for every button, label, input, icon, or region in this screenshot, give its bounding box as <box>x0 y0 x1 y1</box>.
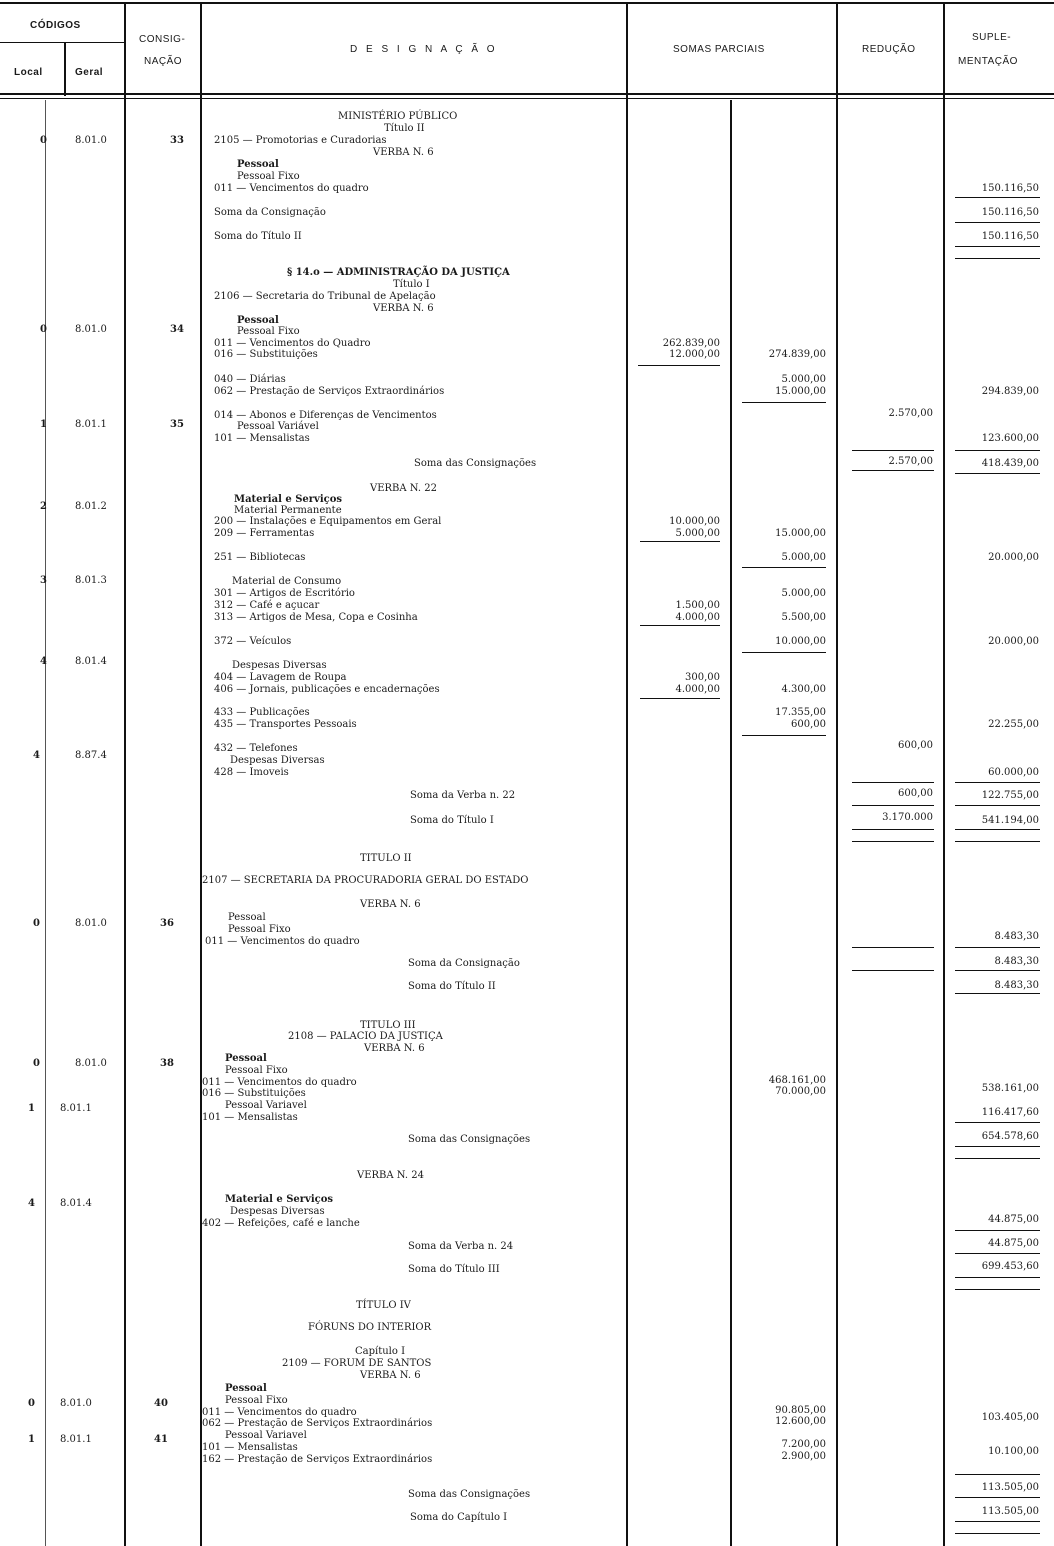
suplementacao-value: 654.578,60 <box>981 1131 1039 1142</box>
sum-rule <box>955 1497 1040 1498</box>
sum-rule <box>640 698 720 699</box>
item-line: 312 — Café e açucar <box>214 600 320 611</box>
parcial-value: 12.000,00 <box>669 349 720 360</box>
code-geral: 8.01.0 <box>75 135 107 146</box>
suplementacao-value: 8.483,30 <box>994 931 1039 942</box>
parcial-value: 5.500,00 <box>781 612 826 623</box>
unit-line: 2107 — SECRETARIA DA PROCURADORIA GERAL DO ESTADO <box>202 875 529 886</box>
code-geral: 8.01.0 <box>75 1058 107 1069</box>
parcial-value: 600,00 <box>791 719 826 730</box>
header-bottom-rule-2 <box>0 98 1054 99</box>
item-line: 062 — Prestação de Serviços Extraordinários <box>202 1418 433 1429</box>
suplementacao-value: 44.875,00 <box>988 1238 1039 1249</box>
sum-line: Soma das Consignações <box>414 458 537 469</box>
parcial-value: 15.000,00 <box>775 528 826 539</box>
parcial-value: 468.161,00 <box>768 1075 826 1086</box>
parcial-value: 262.839,00 <box>662 338 720 349</box>
suplementacao-value: 538.161,00 <box>981 1083 1039 1094</box>
subgroup-line: Pessoal Fixo <box>225 1395 288 1406</box>
subgroup-line: Pessoal Fixo <box>225 1065 288 1076</box>
sum-rule <box>955 1158 1040 1159</box>
sum-rule <box>955 1122 1040 1123</box>
sum-rule <box>955 246 1040 247</box>
parcial-value: 4.000,00 <box>675 684 720 695</box>
header-mentacao: MENTAÇÃO <box>958 56 1018 67</box>
suplementacao-value: 20.000,00 <box>988 552 1039 563</box>
item-line: 301 — Artigos de Escritório <box>214 588 355 599</box>
sum-rule <box>742 567 826 568</box>
item-line: 016 — Substituições <box>214 349 318 360</box>
code-geral: 8.01.4 <box>60 1198 92 1209</box>
section-heading: MINISTÉRIO PÚBLICO <box>338 111 458 122</box>
header-nacao: NAÇÃO <box>144 56 183 67</box>
code-geral: 8.01.2 <box>75 501 107 512</box>
verba-line: VERBA N. 24 <box>357 1170 424 1181</box>
col-rule-parcial-2 <box>836 4 838 1546</box>
parcial-value: 5.000,00 <box>781 374 826 385</box>
suplementacao-value: 699.453,60 <box>981 1261 1039 1272</box>
sum-rule <box>955 1230 1040 1231</box>
item-line: 011 — Vencimentos do quadro <box>205 936 360 947</box>
sum-rule <box>638 365 720 366</box>
code-local: 0 <box>33 918 40 929</box>
item-line: 402 — Refeições, café e lanche <box>202 1218 360 1229</box>
group-line: Material e Serviços <box>234 494 343 505</box>
col-rule-reducao <box>943 4 945 1546</box>
sum-line: Soma do Título III <box>408 1264 500 1275</box>
top-rule <box>0 2 1054 4</box>
reducao-value: 2.570,00 <box>888 456 933 467</box>
sum-rule <box>955 1253 1040 1254</box>
sum-rule <box>852 947 934 948</box>
parcial-value: 17.355,00 <box>775 707 826 718</box>
parcial-value: 15.000,00 <box>775 386 826 397</box>
sum-line: Soma do Título II <box>214 231 302 242</box>
header-consig: CONSIG- <box>139 34 186 45</box>
item-line: 011 — Vencimentos do quadro <box>202 1407 357 1418</box>
sum-rule <box>640 625 720 626</box>
title-line: FÓRUNS DO INTERIOR <box>308 1322 432 1333</box>
item-line: 372 — Veículos <box>214 636 292 647</box>
code-local: 4 <box>33 750 40 761</box>
code-geral: 8.01.0 <box>75 324 107 335</box>
code-local: 1 <box>28 1434 35 1445</box>
header-reducao: REDUÇÃO <box>862 44 916 55</box>
title-line: TITULO III <box>360 1020 416 1031</box>
unit-line: 2105 — Promotorias e Curadorias <box>214 135 387 146</box>
sum-rule <box>852 782 934 783</box>
group-line: Pessoal <box>228 912 266 923</box>
sum-rule <box>852 470 934 471</box>
parcial-value: 274.839,00 <box>768 349 826 360</box>
subgroup-line: Pessoal Fixo <box>237 326 300 337</box>
suplementacao-value: 294.839,00 <box>981 386 1039 397</box>
sum-line: Soma da Verba n. 24 <box>408 1241 514 1252</box>
code-local: 4 <box>40 656 47 667</box>
code-consig: 36 <box>160 918 174 929</box>
code-local: 0 <box>40 324 47 335</box>
parcial-value: 90.805,00 <box>775 1405 826 1416</box>
code-geral: 8.01.1 <box>60 1434 92 1445</box>
subgroup-line: Pessoal Variavel <box>225 1430 307 1441</box>
suplementacao-value: 150.116,50 <box>981 183 1039 194</box>
code-geral: 8.01.1 <box>60 1103 92 1114</box>
parcial-value: 10.000,00 <box>775 636 826 647</box>
subgroup-line: Despesas Diversas <box>230 755 325 766</box>
suplementacao-value: 10.100,00 <box>988 1446 1039 1457</box>
header-bottom-rule <box>0 93 1054 95</box>
sum-rule <box>955 993 1040 994</box>
suplementacao-value: 541.194,00 <box>981 815 1039 826</box>
chapter-line: Capítulo I <box>355 1346 406 1357</box>
sum-rule <box>852 805 934 806</box>
code-local: 1 <box>28 1103 35 1114</box>
header-designacao: D E S I G N A Ç Ã O <box>350 44 498 55</box>
verba-line: VERBA N. 6 <box>373 303 434 314</box>
code-consig: 38 <box>160 1058 174 1069</box>
title-line: TÍTULO IV <box>356 1300 411 1311</box>
item-line: 433 — Publicações <box>214 707 310 718</box>
subgroup-line: Pessoal Fixo <box>237 171 300 182</box>
subgroup-line: Material Permanente <box>234 505 342 516</box>
parcial-value: 4.300,00 <box>781 684 826 695</box>
header-local: Local <box>14 67 43 78</box>
sum-rule <box>955 970 1040 971</box>
sum-line: Soma da Consignação <box>408 958 520 969</box>
sum-rule <box>852 970 934 971</box>
item-line: 200 — Instalações e Equipamentos em Geral <box>214 516 442 527</box>
sum-rule <box>955 1289 1040 1290</box>
code-local: 0 <box>33 1058 40 1069</box>
sum-line: Soma da Consignação <box>214 207 326 218</box>
sum-line: Soma do Título II <box>408 981 496 992</box>
subgroup-line: Pessoal Variavel <box>225 1100 307 1111</box>
sum-rule <box>955 1146 1040 1147</box>
col-rule-geral <box>124 4 126 1546</box>
suplementacao-value: 116.417,60 <box>981 1107 1039 1118</box>
sum-rule <box>955 947 1040 948</box>
suplementacao-value: 150.116,50 <box>981 231 1039 242</box>
unit-line: 2109 — FORUM DE SANTOS <box>282 1358 432 1369</box>
header-codigos: CÓDIGOS <box>30 20 81 31</box>
suplementacao-value: 60.000,00 <box>988 767 1039 778</box>
sum-rule <box>955 805 1040 806</box>
parcial-value: 4.000,00 <box>675 612 720 623</box>
sum-rule <box>852 841 934 842</box>
sum-rule <box>955 841 1040 842</box>
col-rule-parcial-1 <box>730 100 732 1546</box>
header-suple: SUPLE- <box>972 32 1012 43</box>
sum-rule <box>955 197 1040 198</box>
suplementacao-value: 8.483,30 <box>994 980 1039 991</box>
sum-line: Soma da Verba n. 22 <box>410 790 516 801</box>
code-consig: 35 <box>170 419 184 430</box>
sum-rule <box>955 829 1040 830</box>
parcial-value: 5.000,00 <box>781 552 826 563</box>
sum-line: Soma das Consignações <box>408 1134 531 1145</box>
item-line: 251 — Bibliotecas <box>214 552 306 563</box>
sum-rule <box>955 258 1040 259</box>
parcial-value: 12.600,00 <box>775 1416 826 1427</box>
item-line: 162 — Prestação de Serviços Extraordinários <box>202 1454 433 1465</box>
section-heading: § 14.o — ADMINISTRAÇÃO DA JUSTIÇA <box>287 267 510 278</box>
reducao-value: 3.170.000 <box>882 812 933 823</box>
item-line: 404 — Lavagem de Roupa <box>214 672 347 683</box>
item-line: 428 — Imoveis <box>214 767 289 778</box>
unit-line: 2108 — PALACIO DA JUSTIÇA <box>288 1031 443 1042</box>
item-line: 101 — Mensalistas <box>202 1442 298 1453</box>
verba-line: VERBA N. 6 <box>364 1043 425 1054</box>
code-geral: 8.01.4 <box>75 656 107 667</box>
item-line: 014 — Abonos e Diferenças de Vencimentos <box>214 410 437 421</box>
suplementacao-value: 113.505,00 <box>981 1482 1039 1493</box>
item-line: 040 — Diárias <box>214 374 286 385</box>
subgroup-line: Despesas Diversas <box>230 1206 325 1217</box>
sum-rule <box>955 450 1040 451</box>
title-line: Título II <box>384 123 425 134</box>
col-rule-left <box>45 100 46 1546</box>
item-line: 406 — Jornais, publicações e encadernações <box>214 684 440 695</box>
parcial-value: 70.000,00 <box>775 1086 826 1097</box>
parcial-value: 5.000,00 <box>675 528 720 539</box>
item-line: 011 — Vencimentos do quadro <box>214 183 369 194</box>
sum-line: Soma do Título I <box>410 815 494 826</box>
title-line: TITULO II <box>360 853 412 864</box>
sum-line: Soma do Capítulo I <box>410 1512 508 1523</box>
item-line: 313 — Artigos de Mesa, Copa e Cosinha <box>214 612 418 623</box>
suplementacao-value: 103.405,00 <box>981 1412 1039 1423</box>
code-consig: 40 <box>154 1398 168 1409</box>
item-line: 101 — Mensalistas <box>214 433 310 444</box>
item-line: 011 — Vencimentos do quadro <box>202 1077 357 1088</box>
parcial-value: 300,00 <box>685 672 720 683</box>
code-geral: 8.01.3 <box>75 575 107 586</box>
code-geral: 8.87.4 <box>75 750 107 761</box>
suplementacao-value: 8.483,30 <box>994 956 1039 967</box>
sum-rule <box>852 450 934 451</box>
code-geral: 8.01.0 <box>60 1398 92 1409</box>
group-line: Pessoal <box>237 159 279 170</box>
item-line: 435 — Transportes Pessoais <box>214 719 357 730</box>
subgroup-line: Despesas Diversas <box>232 660 327 671</box>
item-line: 432 — Telefones <box>214 743 298 754</box>
code-consig: 33 <box>170 135 184 146</box>
subgroup-line: Pessoal Fixo <box>228 924 291 935</box>
code-local: 2 <box>40 501 47 512</box>
header-somas-parciais: SOMAS PARCIAIS <box>673 44 765 55</box>
item-line: 011 — Vencimentos do Quadro <box>214 338 371 349</box>
subgroup-line: Material de Consumo <box>232 576 342 587</box>
suplementacao-value: 44.875,00 <box>988 1214 1039 1225</box>
sum-rule <box>955 782 1040 783</box>
sum-rule <box>742 652 826 653</box>
unit-line: 2106 — Secretaria do Tribunal de Apelação <box>214 291 436 302</box>
code-local: 3 <box>40 575 47 586</box>
col-rule-consig <box>200 4 202 1546</box>
parcial-value: 7.200,00 <box>781 1439 826 1450</box>
header-geral: Geral <box>75 67 104 78</box>
group-line: Pessoal <box>225 1053 267 1064</box>
group-line: Pessoal <box>225 1383 267 1394</box>
item-line: 016 — Substituições <box>202 1088 306 1099</box>
subgroup-line: Pessoal Variável <box>237 421 319 432</box>
sum-rule <box>955 1277 1040 1278</box>
parcial-value: 10.000,00 <box>669 516 720 527</box>
item-line: 062 — Prestação de Serviços Extraordinários <box>214 386 445 397</box>
sum-rule <box>640 541 720 542</box>
suplementacao-value: 20.000,00 <box>988 636 1039 647</box>
code-local: 0 <box>40 135 47 146</box>
col-rule-designacao <box>626 4 628 1546</box>
code-local: 0 <box>28 1398 35 1409</box>
group-line: Material e Serviços <box>225 1194 334 1205</box>
suplementacao-value: 113.505,00 <box>981 1506 1039 1517</box>
verba-line: VERBA N. 6 <box>360 1370 421 1381</box>
suplementacao-value: 22.255,00 <box>988 719 1039 730</box>
suplementacao-value: 122.755,00 <box>981 790 1039 801</box>
code-consig: 34 <box>170 324 184 335</box>
sum-rule <box>742 402 826 403</box>
parcial-value: 5.000,00 <box>781 588 826 599</box>
header-codigos-rule <box>0 42 124 43</box>
reducao-value: 600,00 <box>898 788 933 799</box>
group-line: Pessoal <box>237 315 279 326</box>
parcial-value: 2.900,00 <box>781 1451 826 1462</box>
title-line: Título I <box>393 279 430 290</box>
code-geral: 8.01.0 <box>75 918 107 929</box>
suplementacao-value: 150.116,50 <box>981 207 1039 218</box>
verba-line: VERBA N. 6 <box>360 899 421 910</box>
parcial-value: 1.500,00 <box>675 600 720 611</box>
sum-rule <box>955 1533 1040 1534</box>
item-line: 101 — Mensalistas <box>202 1112 298 1123</box>
suplementacao-value: 418.439,00 <box>981 458 1039 469</box>
sum-line: Soma das Consignações <box>408 1489 531 1500</box>
sum-rule <box>955 1521 1040 1522</box>
sum-rule <box>955 222 1040 223</box>
sum-rule <box>955 473 1040 474</box>
code-consig: 41 <box>154 1434 168 1445</box>
reducao-value: 600,00 <box>898 740 933 751</box>
col-rule-local <box>64 42 66 96</box>
code-local: 4 <box>28 1198 35 1209</box>
suplementacao-value: 123.600,00 <box>981 433 1039 444</box>
sum-rule <box>955 1474 1040 1475</box>
code-geral: 8.01.1 <box>75 419 107 430</box>
reducao-value: 2.570,00 <box>888 408 933 419</box>
item-line: 209 — Ferramentas <box>214 528 315 539</box>
verba-line: VERBA N. 22 <box>370 483 437 494</box>
sum-rule <box>852 829 934 830</box>
code-local: 1 <box>40 419 47 430</box>
sum-rule <box>742 735 826 736</box>
verba-line: VERBA N. 6 <box>373 147 434 158</box>
